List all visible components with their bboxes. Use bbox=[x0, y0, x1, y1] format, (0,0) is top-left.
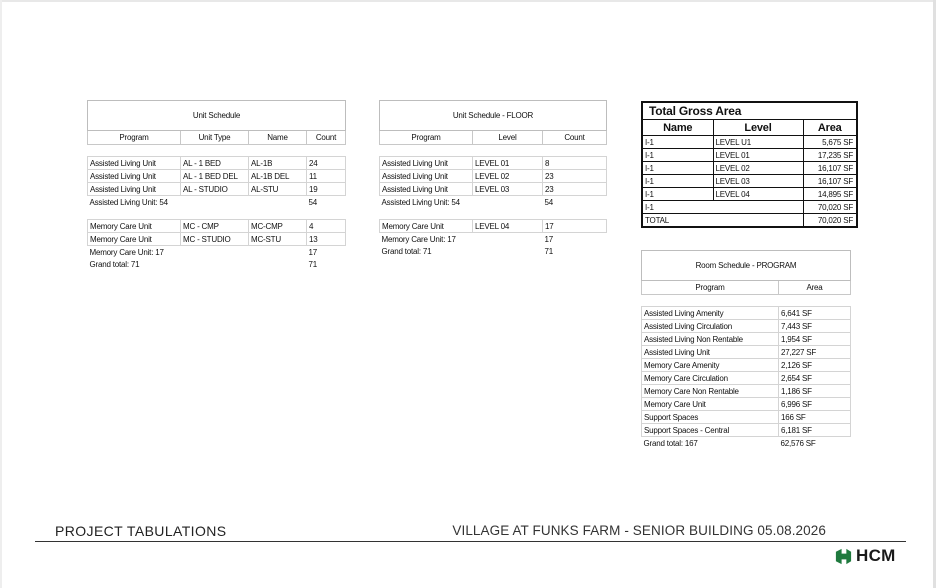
column-header: Area bbox=[779, 281, 851, 295]
column-header: Program bbox=[88, 131, 181, 145]
sheet-frame-top bbox=[0, 0, 936, 2]
cell-area: 7,443 SF bbox=[779, 320, 851, 333]
table-row bbox=[380, 220, 607, 233]
cell-name: I-1 bbox=[642, 136, 713, 149]
total-area: 70,020 SF bbox=[803, 214, 857, 228]
cell-count: 17 bbox=[543, 220, 607, 233]
gross-area-title: Total Gross Area bbox=[642, 102, 857, 120]
subtotal-count: 17 bbox=[544, 234, 553, 244]
cell-area: 6,996 SF bbox=[779, 398, 851, 411]
footer-divider bbox=[35, 541, 906, 542]
cell-program: Assisted Living Unit bbox=[380, 170, 473, 183]
cell-program: Assisted Living Unit bbox=[88, 170, 181, 183]
cell-count: 13 bbox=[307, 233, 346, 246]
table-row bbox=[642, 385, 851, 398]
table-row bbox=[380, 157, 607, 170]
total-label: TOTAL bbox=[642, 214, 803, 228]
table-row bbox=[642, 307, 851, 320]
cell-program: Support Spaces - Central bbox=[642, 424, 779, 437]
cell-program: Assisted Living Circulation bbox=[642, 320, 779, 333]
cell-program: Memory Care Circulation bbox=[642, 372, 779, 385]
cell-unit-type: MC - STUDIO bbox=[181, 233, 249, 246]
column-header: Level bbox=[713, 120, 803, 136]
project-name-date: VILLAGE AT FUNKS FARM - SENIOR BUILDING 05.08.2026 bbox=[452, 523, 826, 538]
sheet-title: PROJECT TABULATIONS bbox=[55, 523, 227, 539]
cell-area: 166 SF bbox=[779, 411, 851, 424]
cell-name: MC-STU bbox=[249, 233, 307, 246]
table-row bbox=[88, 157, 346, 170]
cell-count: 24 bbox=[307, 157, 346, 170]
cell-program: Assisted Living Unit bbox=[88, 183, 181, 196]
cell-program: Assisted Living Unit bbox=[380, 157, 473, 170]
cell-count: 23 bbox=[543, 183, 607, 196]
table-row bbox=[642, 398, 851, 411]
floor-schedule-table bbox=[379, 100, 607, 257]
cell-count: 11 bbox=[307, 170, 346, 183]
column-header: Level bbox=[473, 131, 543, 145]
cell-program: Assisted Living Unit bbox=[380, 183, 473, 196]
cell-area: 14,895 SF bbox=[803, 188, 857, 201]
table-row bbox=[642, 149, 857, 162]
table-row bbox=[380, 170, 607, 183]
table-row bbox=[642, 411, 851, 424]
cell-unit-type: MC - CMP bbox=[181, 220, 249, 233]
cell-program: Memory Care Non Rentable bbox=[642, 385, 779, 398]
table-row bbox=[642, 162, 857, 175]
column-header: Name bbox=[642, 120, 713, 136]
table-row bbox=[642, 372, 851, 385]
cell-program: Assisted Living Amenity bbox=[642, 307, 779, 320]
cell-area: 6,641 SF bbox=[779, 307, 851, 320]
subtotal-row bbox=[380, 196, 607, 209]
subtotal-label: Assisted Living Unit: 54 bbox=[89, 197, 168, 207]
subtotal-label: Memory Care Unit: 17 bbox=[381, 234, 456, 244]
cell-area: 6,181 SF bbox=[779, 424, 851, 437]
gross-area-table bbox=[641, 101, 858, 228]
room-schedule-table bbox=[641, 250, 851, 449]
cell-name: AL-1B bbox=[249, 157, 307, 170]
table-row bbox=[642, 320, 851, 333]
subtotal-row bbox=[380, 233, 607, 246]
table-row bbox=[88, 220, 346, 233]
column-header: Count bbox=[543, 131, 607, 145]
column-header: Count bbox=[307, 131, 346, 145]
cell-name: I-1 bbox=[642, 162, 713, 175]
cell-count: 23 bbox=[543, 170, 607, 183]
cell-count: 8 bbox=[543, 157, 607, 170]
subtotal-row bbox=[642, 201, 857, 214]
table-row bbox=[642, 424, 851, 437]
subtotal-label: I-1 bbox=[642, 201, 803, 214]
cell-area: 1,186 SF bbox=[779, 385, 851, 398]
cell-level: LEVEL 01 bbox=[473, 157, 543, 170]
cell-area: 17,235 SF bbox=[803, 149, 857, 162]
cell-area: 5,675 SF bbox=[803, 136, 857, 149]
cell-program: Assisted Living Non Rentable bbox=[642, 333, 779, 346]
grand-total-row bbox=[642, 437, 851, 450]
cell-area: 2,126 SF bbox=[779, 359, 851, 372]
subtotal-row bbox=[88, 196, 346, 209]
cell-program: Support Spaces bbox=[642, 411, 779, 424]
cell-area: 2,654 SF bbox=[779, 372, 851, 385]
cell-level: LEVEL 02 bbox=[713, 162, 803, 175]
table-row bbox=[380, 183, 607, 196]
cell-level: LEVEL 02 bbox=[473, 170, 543, 183]
grand-total-label: Grand total: 71 bbox=[381, 246, 432, 256]
subtotal-row bbox=[88, 246, 346, 259]
table-row bbox=[642, 359, 851, 372]
cell-name: I-1 bbox=[642, 188, 713, 201]
subtotal-label: Assisted Living Unit: 54 bbox=[381, 197, 460, 207]
cell-name: I-1 bbox=[642, 175, 713, 188]
grand-total-count: 71 bbox=[544, 246, 553, 256]
cell-count: 19 bbox=[307, 183, 346, 196]
cell-area: 16,107 SF bbox=[803, 175, 857, 188]
cell-program: Memory Care Unit bbox=[642, 398, 779, 411]
cell-program: Assisted Living Unit bbox=[88, 157, 181, 170]
cell-program: Assisted Living Unit bbox=[642, 346, 779, 359]
table-row bbox=[642, 136, 857, 149]
cell-name: MC-CMP bbox=[249, 220, 307, 233]
table-row bbox=[88, 233, 346, 246]
subtotal-count: 54 bbox=[544, 197, 553, 207]
subtotal-area: 70,020 SF bbox=[803, 201, 857, 214]
grand-total-count: 71 bbox=[308, 259, 317, 269]
cell-program: Memory Care Unit bbox=[88, 233, 181, 246]
column-header: Name bbox=[249, 131, 307, 145]
table-row bbox=[88, 183, 346, 196]
unit-schedule-title: Unit Schedule bbox=[88, 101, 346, 131]
unit-schedule-table bbox=[87, 100, 346, 270]
logo-text: HCM bbox=[856, 546, 896, 565]
cell-level: LEVEL 03 bbox=[713, 175, 803, 188]
table-row bbox=[642, 175, 857, 188]
cell-level: LEVEL 04 bbox=[713, 188, 803, 201]
subtotal-count: 54 bbox=[308, 197, 317, 207]
sheet-frame-left bbox=[0, 0, 2, 588]
cell-area: 16,107 SF bbox=[803, 162, 857, 175]
table-row bbox=[642, 188, 857, 201]
table-row bbox=[88, 170, 346, 183]
cell-level: LEVEL 01 bbox=[713, 149, 803, 162]
grand-total-row bbox=[88, 258, 346, 270]
cell-name: AL-1B DEL bbox=[249, 170, 307, 183]
column-header: Program bbox=[642, 281, 779, 295]
cell-level: LEVEL 04 bbox=[473, 220, 543, 233]
total-row bbox=[642, 214, 857, 228]
grand-total-label: Grand total: 71 bbox=[89, 259, 140, 269]
cell-level: LEVEL 03 bbox=[473, 183, 543, 196]
cell-program: Memory Care Unit bbox=[88, 220, 181, 233]
cell-area: 1,954 SF bbox=[779, 333, 851, 346]
table-row bbox=[642, 333, 851, 346]
grand-total-row bbox=[380, 245, 607, 257]
hcm-logo-icon bbox=[834, 547, 853, 566]
cell-name: I-1 bbox=[642, 149, 713, 162]
subtotal-count: 17 bbox=[308, 247, 317, 257]
cell-level: LEVEL U1 bbox=[713, 136, 803, 149]
cell-unit-type: AL - 1 BED bbox=[181, 157, 249, 170]
cell-area: 27,227 SF bbox=[779, 346, 851, 359]
subtotal-label: Memory Care Unit: 17 bbox=[89, 247, 164, 257]
cell-unit-type: AL - 1 BED DEL bbox=[181, 170, 249, 183]
column-header: Program bbox=[380, 131, 473, 145]
cell-name: AL-STU bbox=[249, 183, 307, 196]
grand-total-area: 62,576 SF bbox=[780, 438, 816, 448]
grand-total-label: Grand total: 167 bbox=[643, 438, 698, 448]
cell-program: Memory Care Unit bbox=[380, 220, 473, 233]
floor-schedule-title: Unit Schedule - FLOOR bbox=[380, 101, 607, 131]
table-row bbox=[642, 346, 851, 359]
hcm-logo bbox=[834, 546, 896, 566]
column-header: Area bbox=[803, 120, 857, 136]
room-schedule-title: Room Schedule - PROGRAM bbox=[642, 251, 851, 281]
column-header: Unit Type bbox=[181, 131, 249, 145]
cell-unit-type: AL - STUDIO bbox=[181, 183, 249, 196]
cell-program: Memory Care Amenity bbox=[642, 359, 779, 372]
cell-count: 4 bbox=[307, 220, 346, 233]
